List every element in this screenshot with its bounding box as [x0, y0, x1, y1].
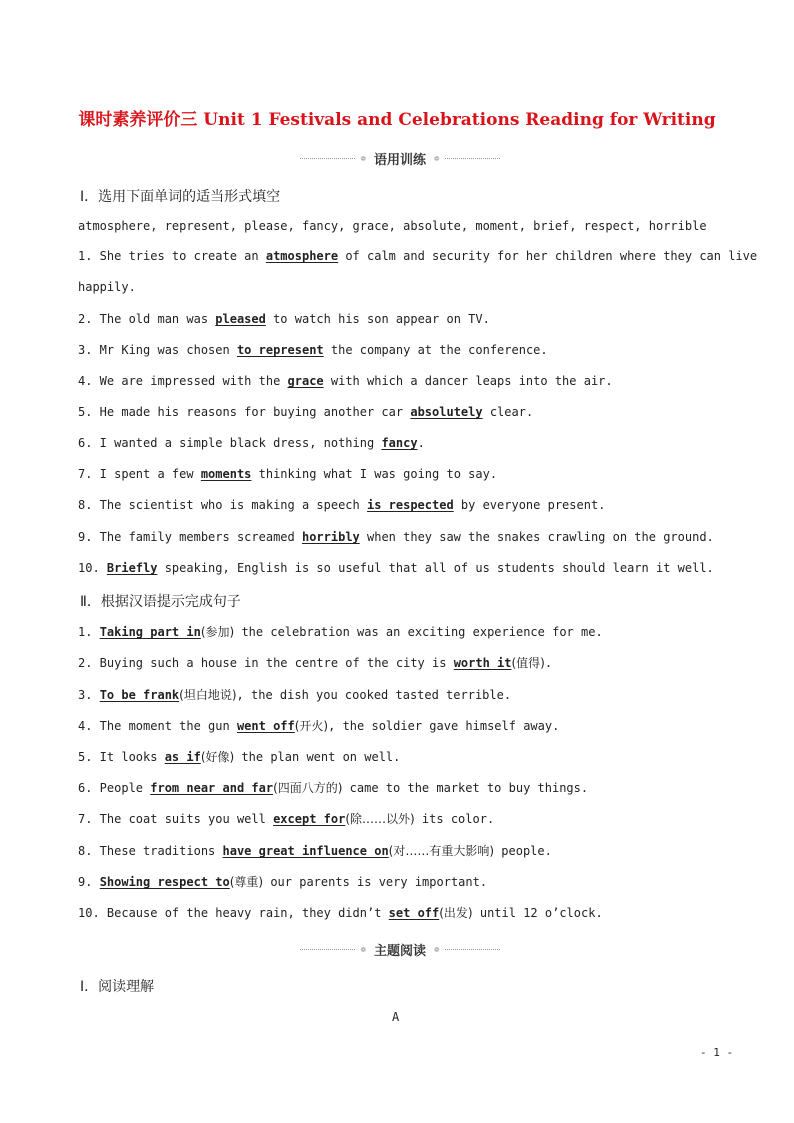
exercise-line: [78, 842, 723, 859]
sentence-text: its color.: [414, 812, 495, 826]
chinese-hint: (好像): [200, 750, 235, 764]
chinese-hint: (除……以外): [345, 812, 415, 826]
chinese-hint: (参加): [200, 625, 235, 639]
sentence-text: 5. He made his reasons for buying another car: [78, 405, 411, 419]
answer-text: is respected: [366, 498, 454, 512]
sentence-text: 1.: [78, 625, 100, 639]
answer-text: Showing respect to: [99, 875, 230, 889]
banner-left-rule: [300, 949, 355, 950]
sentence-text: the celebration was an exciting experience for me.: [234, 625, 603, 639]
sentence-text: 10. Because of the heavy rain, they didn’t: [78, 906, 389, 920]
word-bank: atmosphere, represent, please, fancy, grace, absolute, moment, brief, respect, horrible: [78, 219, 707, 233]
sentence-text: speaking, English is so useful that all of us students should learn it well.: [157, 561, 714, 575]
sentence-text: 8. The scientist who is making a speech: [78, 498, 367, 512]
exercise-line: [78, 779, 723, 796]
sentence-text: , the soldier gave himself away.: [328, 719, 560, 733]
sentence-text: until 12 o’clock.: [472, 906, 603, 920]
exercise-line: [78, 530, 723, 544]
flower-icon: ❁: [434, 153, 440, 164]
chinese-hint: (对……有重大影响): [388, 844, 495, 858]
sentence-text: 4. The moment the gun: [78, 719, 237, 733]
chinese-hint: (坦白地说): [179, 688, 237, 702]
exercise-line: [78, 654, 723, 671]
sentence-text: our parents is very important.: [263, 875, 488, 889]
exercise-line: [78, 436, 723, 450]
banner-right-rule: [445, 949, 500, 950]
answer-text: set off: [388, 906, 440, 920]
sentence-text: with which a dancer leaps into the air.: [323, 374, 613, 388]
exercise-line: [78, 623, 723, 640]
sentence-text: .: [417, 436, 425, 450]
sentence-text: thinking what I was going to say.: [251, 467, 498, 481]
answer-text: went off: [236, 719, 295, 733]
answer-text: grace: [287, 374, 324, 388]
exercise-line: [78, 686, 723, 703]
answer-text: atmosphere: [265, 249, 339, 263]
passage-label: A: [392, 1010, 400, 1024]
chinese-hint: (开火): [294, 719, 329, 733]
exercise-line: [78, 873, 723, 890]
sentence-text: 7. I spent a few: [78, 467, 201, 481]
part2-heading: Ⅱ．根据汉语提示完成句子: [80, 594, 241, 610]
chinese-hint: (尊重): [229, 875, 264, 889]
sentence-text: , the dish you cooked tasted terrible.: [236, 688, 512, 702]
answer-text: except for: [273, 812, 346, 826]
answer-text: Briefly: [106, 561, 158, 575]
sentence-text: 5. It looks: [78, 750, 165, 764]
chinese-hint: (值得): [511, 656, 545, 670]
page-title: 课时素养评价三 Unit 1 Festivals and Celebrations Reading for Writing: [78, 110, 716, 130]
flower-icon: ❁: [360, 944, 366, 955]
chinese-hint: (出发): [439, 906, 473, 920]
flower-icon: ❁: [360, 153, 366, 164]
flower-icon: ❁: [434, 944, 440, 955]
sentence-text: by everyone present.: [453, 498, 606, 512]
answer-text: from near and far: [150, 781, 274, 795]
chinese-hint: (四面八方的): [273, 781, 343, 795]
answer-text: absolutely: [410, 405, 483, 419]
exercise-line: [78, 467, 723, 481]
answer-text: have great influence on: [222, 844, 389, 858]
sentence-text: clear.: [482, 405, 534, 419]
exercise-line: [78, 748, 723, 765]
exercise-line: [78, 717, 723, 734]
exercise-line: [78, 343, 723, 357]
exercise-line: [78, 374, 723, 388]
page-number: - 1 -: [700, 1046, 734, 1059]
sentence-text: 9. The family members screamed: [78, 530, 302, 544]
exercise-line: [78, 810, 723, 827]
exercise-line: [78, 904, 723, 921]
sentence-text: of calm and security for her children where they can live: [338, 249, 758, 263]
answer-text: Taking part in: [99, 625, 201, 639]
sentence-text: 2. The old man was: [78, 312, 216, 326]
sentence-text: 6. People: [78, 781, 151, 795]
exercise-line: [78, 249, 758, 263]
sentence-text: .: [544, 656, 553, 670]
section-banner-usage: [300, 149, 500, 168]
answer-text: to represent: [236, 343, 324, 357]
sentence-text: happily.: [78, 280, 136, 294]
sentence-text: 8. These traditions: [78, 844, 223, 858]
answer-text: horribly: [301, 530, 360, 544]
sentence-text: 6. I wanted a simple black dress, nothing: [78, 436, 382, 450]
banner-left-rule: [300, 158, 355, 159]
sentence-text: 3. Mr King was chosen: [78, 343, 237, 357]
sentence-text: 1. She tries to create an: [78, 249, 266, 263]
exercise-line: [78, 561, 723, 575]
answer-text: fancy: [381, 436, 418, 450]
sentence-text: 9.: [78, 875, 100, 889]
sentence-text: 4. We are impressed with the: [78, 374, 288, 388]
answer-text: as if: [164, 750, 201, 764]
sentence-text: came to the market to buy things.: [342, 781, 589, 795]
sentence-text: 3.: [78, 688, 100, 702]
exercise-line: [78, 498, 723, 512]
sentence-text: people.: [494, 844, 552, 858]
exercise-line: [78, 280, 723, 294]
exercise-line: [78, 405, 723, 419]
banner-right-rule: [445, 158, 500, 159]
answer-text: To be frank: [99, 688, 180, 702]
answer-text: pleased: [215, 312, 266, 326]
part1-heading: Ⅰ．选用下面单词的适当形式填空: [80, 189, 281, 205]
banner-label: 语用训练: [374, 153, 427, 168]
reading-heading: Ⅰ．阅读理解: [80, 979, 155, 995]
answer-text: moments: [200, 467, 252, 481]
sentence-text: the plan went on well.: [234, 750, 401, 764]
exercise-line: [78, 312, 723, 326]
section-banner-reading: [300, 940, 500, 959]
sentence-text: when they saw the snakes crawling on the ground.: [359, 530, 714, 544]
sentence-text: 7. The coat suits you well: [78, 812, 274, 826]
banner-label: 主题阅读: [374, 944, 427, 959]
sentence-text: 2. Buying such a house in the centre of the city is: [78, 656, 454, 670]
sentence-text: to watch his son appear on TV.: [265, 312, 490, 326]
sentence-text: the company at the conference.: [323, 343, 548, 357]
sentence-text: 10.: [78, 561, 107, 575]
answer-text: worth it: [453, 656, 512, 670]
